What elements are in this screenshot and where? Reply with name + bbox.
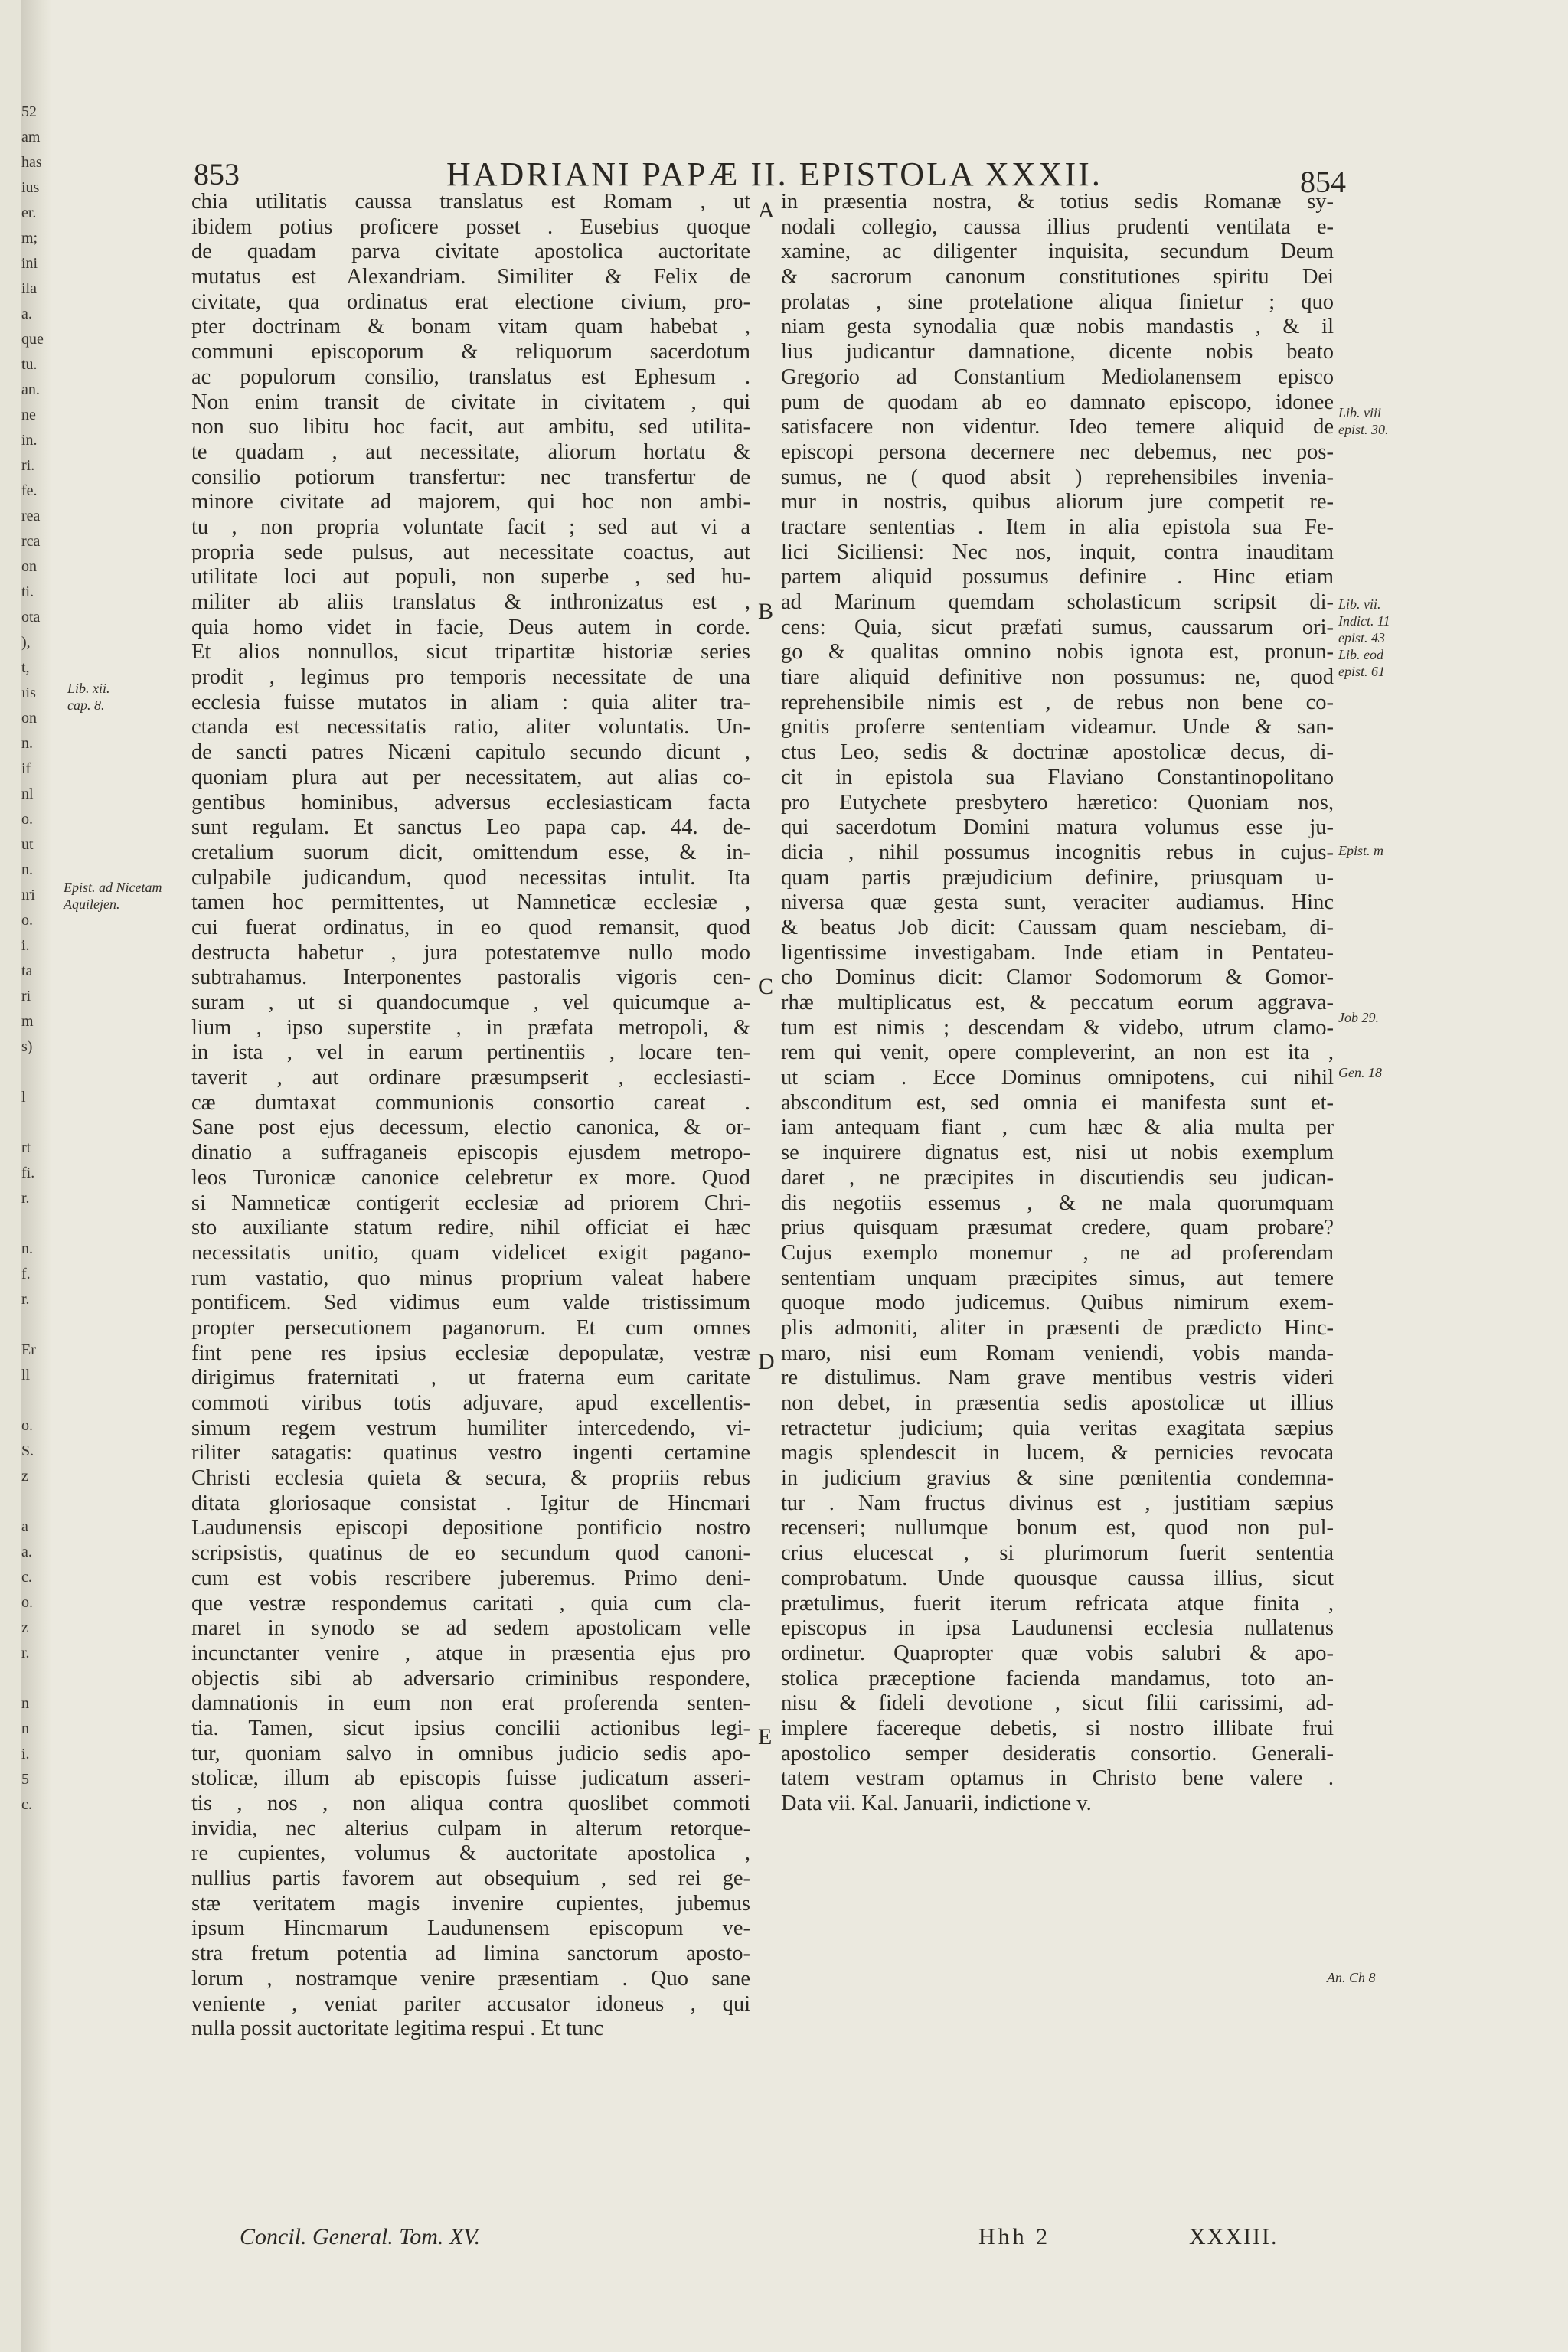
edge-text-fragment: a. <box>21 305 32 322</box>
text-line: sententiam unquam præcipites simus, aut temere <box>781 1266 1334 1290</box>
edge-text-fragment: on <box>21 710 37 727</box>
edge-text-fragment: f. <box>21 1266 31 1282</box>
text-line: comprobatum. Unde quousque caussa illius, sicut <box>781 1566 1334 1590</box>
text-line: pum de quodam ab eo damnato episcopo, idonee <box>781 390 1334 414</box>
edge-text-fragment: r. <box>21 1190 30 1207</box>
text-line: non suo libitu hoc facit, aut ambitu, sed utilita- <box>191 415 750 439</box>
text-line: destructa habetur , jura potestatemve nullo modo <box>191 940 750 965</box>
text-line: si Namneticæ contigerit ecclesiæ ad priorem Chri- <box>191 1191 750 1215</box>
text-line: ut sciam . Ecce Dominus omnipotens, cui nihil <box>781 1066 1334 1090</box>
edge-text-fragment <box>21 1388 44 1413</box>
text-line: & sacrorum canonum constitutiones spiritu Dei <box>781 265 1334 289</box>
text-line: lium , ipso superstite , in præfata metropoli, & <box>191 1015 750 1040</box>
text-line: dicia , nihil possumus incognitis rebus in cujus- <box>781 840 1334 864</box>
text-line: objectis sibi ab adversario criminibus respondere, <box>191 1666 750 1690</box>
text-line: chia utilitatis caussa translatus est Romam , ut <box>191 190 750 214</box>
facing-page-edge-text <box>21 100 44 1818</box>
edge-text-fragment: fe. <box>21 482 38 499</box>
section-marker-a: A <box>758 198 775 223</box>
edge-text-fragment: z <box>21 1619 28 1636</box>
edge-text-fragment: t, <box>21 659 30 676</box>
edge-text-fragment: on <box>21 558 37 575</box>
text-line: stæ veritatem magis invenire cupientes, jubemus <box>191 1891 750 1916</box>
section-marker-e: E <box>758 1724 773 1749</box>
text-line: tractare sententias . Item in alia epistola sua Fe- <box>781 514 1334 539</box>
text-line: tu , non propria voluntate facit ; sed aut vi a <box>191 514 750 539</box>
text-line: cho Dominus dicit: Clamor Sodomorum & Gomor- <box>781 965 1334 990</box>
text-line: militer ab aliis translatus & inthronizatus est , <box>191 590 750 614</box>
edge-text-fragment: 52 <box>21 103 37 120</box>
edge-text-fragment: m <box>21 1013 34 1030</box>
margin-note-epist-m: Epist. m <box>1338 843 1384 858</box>
text-line: iam antequam fiant , cum hæc & alia multa per <box>781 1116 1334 1140</box>
text-line: Et alios nonnullos, sicut tripartitæ historiæ series <box>191 640 750 665</box>
text-line: leos Turonicæ canonice celebretur ex more. Quod <box>191 1165 750 1190</box>
text-line: veniente , veniat pariter accusator idoneus , qui <box>191 1991 750 2016</box>
edge-text-fragment: ne <box>21 407 36 423</box>
text-line: ditata gloriosaque consistat . Igitur de Hincmari <box>191 1491 750 1515</box>
edge-text-fragment: n. <box>21 1240 33 1257</box>
edge-text-fragment: S. <box>21 1442 34 1459</box>
text-line: ad Marinum quemdam scholasticum scripsit di- <box>781 590 1334 614</box>
text-line: damnationis in eum non erat proferenda senten- <box>191 1691 750 1716</box>
edge-text-fragment: if <box>21 760 31 777</box>
text-line: tia. Tamen, sicut ipsius concilii actionibus legi- <box>191 1716 750 1740</box>
edge-text-fragment: r. <box>21 1645 30 1661</box>
text-line: cui fuerat ordinatus, in eo quod remansit, quod <box>191 915 750 939</box>
text-line: xamine, ac diligenter inquisita, secundum Deum <box>781 240 1334 264</box>
text-line: invidia, nec alterius culpam in alterum retorque- <box>191 1816 750 1841</box>
edge-text-fragment: ta <box>21 962 33 979</box>
text-line: sumus, ne ( quod absit ) reprehensibiles invenia- <box>781 465 1334 489</box>
edge-text-fragment: c. <box>21 1796 32 1813</box>
text-line: culpabile judicandum, quod necessitas intulit. Ita <box>191 865 750 890</box>
margin-note-lib-viii: Lib. viii epist. 30. <box>1338 405 1389 437</box>
edge-text-fragment: i. <box>21 1746 30 1762</box>
margin-note-an-ch: An. Ch 8 <box>1327 1970 1376 1985</box>
edge-text-fragment: i. <box>21 937 30 954</box>
text-line: in judicium gravius & sine pœnitentia condemna- <box>781 1466 1334 1491</box>
text-line: dis negotiis essemus , & ne mala quorumquam <box>781 1191 1334 1215</box>
text-line: maro, nisi eum Romam veniendi, vobis manda- <box>781 1341 1334 1365</box>
edge-text-fragment: Er <box>21 1341 36 1358</box>
left-column <box>191 190 750 2042</box>
text-line: sunt regulam. Et sanctus Leo papa cap. 44. de- <box>191 815 750 840</box>
edge-text-fragment: ri <box>21 988 31 1004</box>
text-line: pontificem. Sed vidimus eum valde tristissimum <box>191 1291 750 1315</box>
text-line: satisfacere non videntur. Ideo temere aliquid de <box>781 415 1334 439</box>
edge-text-fragment: has <box>21 154 42 171</box>
text-line: pro Eutychete presbytero hæretico: Quoniam nos, <box>781 790 1334 815</box>
text-line: dirigimus fraternitati , ut fraterna eum caritate <box>191 1366 750 1390</box>
text-line: implere facereque debetis, si nostro illibate frui <box>781 1716 1334 1740</box>
text-line: ipsum Hincmarum Laudunensem episcopum ve- <box>191 1916 750 1941</box>
text-line: recenseri; nullumque bonum est, quod non pul- <box>781 1516 1334 1540</box>
text-line: retractetur judicium; quia veritas exagitata sæpius <box>781 1416 1334 1440</box>
book-page <box>21 0 1568 2352</box>
edge-text-fragment <box>21 1666 44 1691</box>
text-line: tatem vestram optamus in Christo bene valere . <box>781 1766 1334 1791</box>
text-line: propter persecutionem paganorum. Et cum omnes <box>191 1315 750 1340</box>
text-line: crius elucescat , si plurimorum fuerit sententia <box>781 1541 1334 1566</box>
section-marker-c: C <box>758 974 774 999</box>
text-line: minore civitate ad majorem, qui hoc non ambi- <box>191 490 750 514</box>
edge-text-fragment: rt <box>21 1139 31 1156</box>
edge-text-fragment: ila <box>21 280 37 297</box>
text-line: suram , ut si quandocumque , vel quicumque a- <box>191 991 750 1014</box>
text-line: quam partis præjudicium definire, priusquam u- <box>781 865 1334 890</box>
text-line: qui sacerdotum Domini matura volumus esse ju- <box>781 815 1334 840</box>
text-line: tur . Nam fructus divinus est , justitiam sæpius <box>781 1491 1334 1515</box>
text-line: lici Siciliensi: Nec nos, inquit, contra inauditam <box>781 540 1334 564</box>
text-line: nulla possit auctoritate legitima respui . Et tunc <box>191 2017 604 2041</box>
text-line: tis , nos , non aliqua contra quoslibet commoti <box>191 1792 750 1815</box>
edge-text-fragment: fi. <box>21 1165 35 1181</box>
text-line: de sancti patres Nicæni capitulo secundo dicunt , <box>191 740 750 765</box>
text-line: niversa quæ gesta sunt, veraciter audiamus. Hinc <box>781 890 1334 915</box>
edge-text-fragment: ut <box>21 836 34 853</box>
text-line: nodali collegio, caussa illius prudenti ventilata e- <box>781 214 1334 239</box>
edge-text-fragment: a <box>21 1518 28 1535</box>
text-line: non debet, in præsentia sedis apostolicæ ut illius <box>781 1391 1334 1415</box>
text-line: maret in synodo se ad sedem apostolicam velle <box>191 1616 750 1641</box>
edge-text-fragment: ıis <box>21 684 36 701</box>
text-line: sto auxiliante statum redire, nihil officiat ei hæc <box>191 1216 750 1240</box>
text-line: tur, quoniam salvo in omnibus judicio sedis apo- <box>191 1741 750 1766</box>
text-line: mutatus est Alexandriam. Similiter & Felix de <box>191 265 750 289</box>
edge-text-fragment: o. <box>21 1417 33 1434</box>
edge-text-fragment: a. <box>21 1544 32 1560</box>
text-line: apostolico semper desideratis consortio. Generali- <box>781 1741 1334 1766</box>
edge-text-fragment: que <box>21 331 44 348</box>
edge-text-fragment: n. <box>21 861 33 878</box>
text-line: Non enim transit de civitate in civitatem , qui <box>191 390 750 414</box>
text-line: ac populorum consilio, translatus est Ephesum . <box>191 364 750 389</box>
margin-note-lib-xii: Lib. xii. cap. 8. <box>67 681 110 713</box>
text-line: stolicæ, illum ab episcopis fuisse judicatum asseri- <box>191 1766 750 1791</box>
text-line: simum regem vestrum humiliter intercedendo, vi- <box>191 1416 750 1440</box>
section-marker-b: B <box>758 599 774 624</box>
edge-text-fragment: z <box>21 1468 28 1485</box>
footer-catchword: XXXIII. <box>1189 2224 1279 2249</box>
text-line: lius judicantur damnatione, dicente nobis beato <box>781 340 1334 364</box>
text-line: Cujus exemplo monemur , ne ad proferendam <box>781 1240 1334 1265</box>
text-line: prolatas , sine protelatione aliqua finietur ; quo <box>781 289 1334 314</box>
edge-text-fragment: n <box>21 1720 29 1737</box>
text-line: daret , ne præcipites in discutiendis seu judican- <box>781 1165 1334 1190</box>
edge-text-fragment: am <box>21 129 41 145</box>
edge-text-fragment: nl <box>21 786 34 802</box>
edge-text-fragment: ri. <box>21 457 35 474</box>
text-line: go & qualitas omnino nobis ignota est, pronun- <box>781 640 1334 665</box>
text-line: ecclesia fuisse mutatos in aliam : quia aliter tra- <box>191 690 750 714</box>
text-line: quoque modo judicemus. Quibus nimirum exem- <box>781 1291 1334 1315</box>
text-line: necessitatis unitio, quam videlicet exigit pagano- <box>191 1240 750 1265</box>
edge-text-fragment: ota <box>21 609 41 626</box>
edge-text-fragment: o. <box>21 1594 33 1611</box>
text-line: mur in nostris, quibus aliorum jure competit re- <box>781 490 1334 514</box>
text-line: que vestræ respondemus caritati , quia cum cla- <box>191 1591 750 1615</box>
footer-volume: Concil. General. Tom. XV. <box>240 2224 481 2249</box>
margin-note-epist-nicetam: Epist. ad Nicetam Aquilejen. <box>64 880 162 912</box>
text-line: communi episcoporum & reliquorum sacerdotum <box>191 340 750 364</box>
text-line: re cupientes, volumus & auctoritate apostolica , <box>191 1841 750 1866</box>
text-line: rhæ multiplicatus est, & peccatum eorum aggrava- <box>781 991 1334 1014</box>
edge-text-fragment: ), <box>21 634 31 651</box>
text-line: prodit , legimus pro temporis necessitate de una <box>191 665 750 690</box>
edge-text-fragment <box>21 1489 44 1514</box>
text-line: te quadam , aut necessitate, aliorum hortatu & <box>191 439 750 464</box>
text-line: in ista , vel in earum pertinentiis , locare ten- <box>191 1040 750 1065</box>
edge-text-fragment: tu. <box>21 356 38 373</box>
edge-text-fragment: ti. <box>21 583 34 600</box>
edge-text-fragment <box>21 1060 44 1085</box>
edge-text-fragment: n. <box>21 735 33 752</box>
text-line: & beatus Job dicit: Caussam quam nesciebam, di- <box>781 915 1334 939</box>
text-line: gentibus hominibus, adversus ecclesiasticam facta <box>191 790 750 815</box>
text-line: cretalium suorum dicit, omittendum esse, & in- <box>191 840 750 864</box>
text-line: ligentissime investigabam. Inde etiam in Pentateu- <box>781 940 1334 965</box>
text-line: ctanda est necessitatis ratio, aliter voluntatis. Un- <box>191 715 750 740</box>
text-line: tiare aliquid definitive non possumus: ne, quod <box>781 665 1334 690</box>
text-line: absconditum est, sed omnia ei manifesta sunt et- <box>781 1090 1334 1115</box>
text-line: cum est vobis rescribere juberemus. Primo deni- <box>191 1566 750 1590</box>
edge-text-fragment: ius <box>21 179 40 196</box>
text-line: de quadam parva civitate apostolica auctoritate <box>191 240 750 264</box>
text-line: subtrahamus. Interponentes pastoralis vigoris cen- <box>191 965 750 990</box>
text-line: ordinetur. Quapropter quæ vobis salubri & apo- <box>781 1641 1334 1665</box>
text-line: Data vii. Kal. Januarii, indictione v. <box>781 1792 1092 1815</box>
text-line: riliter satagatis: quatinus vestro ingenti certamine <box>191 1441 750 1465</box>
text-line: incunctanter venire , atque in præsentia ejus pro <box>191 1641 750 1665</box>
text-line: in præsentia nostra, & totius sedis Romanæ sy- <box>781 190 1334 214</box>
edge-text-fragment <box>21 1211 44 1236</box>
text-line: plis admoniti, aliter in præsenti de prædicto Hinc- <box>781 1315 1334 1340</box>
text-line: pter doctrinam & bonam vitam quam habebat , <box>191 315 750 339</box>
right-column <box>781 190 1334 1817</box>
text-line: rum vastatio, quo minus proprium valeat habere <box>191 1266 750 1290</box>
edge-text-fragment: er. <box>21 204 37 221</box>
text-line: fint pene res ipsius ecclesiæ depopulatæ, vestræ <box>191 1341 750 1365</box>
text-line: Gregorio ad Constantium Mediolanensem episco <box>781 364 1334 389</box>
text-line: utilitate loci aut populi, non superbe , sed hu- <box>191 565 750 590</box>
text-line: prius quisquam præsumat credere, quam probare? <box>781 1216 1334 1240</box>
text-line: dinatio a suffraganeis episcopis ejusdem metropo- <box>191 1141 750 1165</box>
text-line: taverit , aut ordinare præsumpserit , ecclesiasti- <box>191 1066 750 1090</box>
text-line: cæ dumtaxat communionis consortio careat . <box>191 1090 750 1115</box>
text-line: partem aliquid possumus definire . Hinc etiam <box>781 565 1334 590</box>
edge-text-fragment: o. <box>21 811 33 828</box>
text-line: quoniam plura aut per necessitatem, aut alias co- <box>191 765 750 789</box>
edge-text-fragment: ıri <box>21 887 35 903</box>
edge-text-fragment: in. <box>21 432 38 449</box>
section-marker-d: D <box>758 1349 775 1374</box>
text-line: cens: Quia, sicut præfati sumus, caussarum ori- <box>781 615 1334 639</box>
text-line: ibidem potius proficere posset . Eusebius quoque <box>191 214 750 239</box>
text-line: gnitis proferre sententiam videamur. Unde & san- <box>781 715 1334 740</box>
edge-text-fragment: ll <box>21 1367 31 1383</box>
text-line: scripsistis, quatinus de eo secundum quod canoni- <box>191 1541 750 1566</box>
text-line: Sane post ejus decessum, electio canonica, & or- <box>191 1116 750 1140</box>
margin-note-job: Job 29. <box>1338 1010 1379 1025</box>
text-line: reprehensibile nimis est , de rebus non bene co- <box>781 690 1334 714</box>
text-line: lorum , nostramque venire præsentiam . Quo sane <box>191 1966 750 1991</box>
edge-text-fragment: n <box>21 1695 29 1712</box>
text-line: magis splendescit in lucem, & pernicies revocata <box>781 1441 1334 1465</box>
page-number-left: 853 <box>194 157 240 191</box>
text-line: ctus Leo, sedis & doctrinæ apostolicæ decus, di- <box>781 740 1334 765</box>
edge-text-fragment: an. <box>21 381 40 398</box>
text-line: stolica præceptione facienda mandamus, toto an- <box>781 1666 1334 1690</box>
edge-text-fragment: m; <box>21 230 38 247</box>
text-line: propria sede pulsus, aut necessitate coactus, aut <box>191 540 750 564</box>
page-title: HADRIANI PAPÆ II. EPISTOLA XXXII. <box>446 155 1102 193</box>
text-line: consilio potiorum transfertur: nec transfertur de <box>191 465 750 489</box>
text-line: Christi ecclesia quieta & secura, & propriis rebus <box>191 1466 750 1491</box>
edge-text-fragment: 5 <box>21 1771 29 1788</box>
text-line: tum est nimis ; descendam & videbo, utrum clamo- <box>781 1015 1334 1040</box>
text-line: civitate, qua ordinatus erat electione civium, pro- <box>191 289 750 314</box>
edge-text-fragment: s) <box>21 1038 33 1055</box>
page-number-right: 854 <box>1300 165 1346 199</box>
margin-note-lib-vii: Lib. vii. Indict. 11 epist. 43 Lib. eod epist. 61 <box>1338 596 1390 679</box>
edge-text-fragment: o. <box>21 912 33 929</box>
text-line: Laudunensis episcopi depositione pontificio nostro <box>191 1516 750 1540</box>
text-line: niam gesta synodalia quæ nobis mandastis , & il <box>781 315 1334 339</box>
text-line: re distulimus. Nam grave mentibus vestris videri <box>781 1366 1334 1390</box>
margin-note-gen: Gen. 18 <box>1338 1065 1382 1080</box>
edge-text-fragment: rca <box>21 533 41 550</box>
edge-text-fragment <box>21 1312 44 1338</box>
text-line: nullius partis favorem aut obsequium , sed rei ge- <box>191 1867 750 1891</box>
text-line: stra fretum potentia ad limina sanctorum aposto- <box>191 1942 750 1966</box>
edge-text-fragment <box>21 1110 44 1135</box>
text-line: episcopi persona decernere nec debemus, nec pos- <box>781 439 1334 464</box>
text-line: nisu & fideli devotione , sicut filii carissimi, ad- <box>781 1691 1334 1716</box>
text-line: tamen hoc permittentes, ut Namneticæ ecclesiæ , <box>191 890 750 915</box>
text-line: rem qui venit, opere compleverint, an non est ita , <box>781 1040 1334 1065</box>
footer-signature: Hhh 2 <box>978 2224 1051 2249</box>
text-line: episcopus in ipsa Laudunensi ecclesia nullatenus <box>781 1616 1334 1641</box>
text-line: se inquirere dignatus est, nisi ut nobis exemplum <box>781 1141 1334 1165</box>
edge-text-fragment: ini <box>21 255 38 272</box>
text-line: quia homo videt in facie, Deus autem in corde. <box>191 615 750 639</box>
edge-text-fragment: l <box>21 1089 26 1106</box>
edge-text-fragment: rea <box>21 508 41 524</box>
edge-text-fragment: r. <box>21 1291 30 1308</box>
text-line: commoti viribus totis adjuvare, apud excellentis- <box>191 1391 750 1415</box>
text-line: prætulimus, fuerit iterum refricata atque finita , <box>781 1591 1334 1615</box>
edge-text-fragment: c. <box>21 1569 32 1586</box>
text-line: cit in epistola sua Flaviano Constantinopolitano <box>781 765 1334 789</box>
